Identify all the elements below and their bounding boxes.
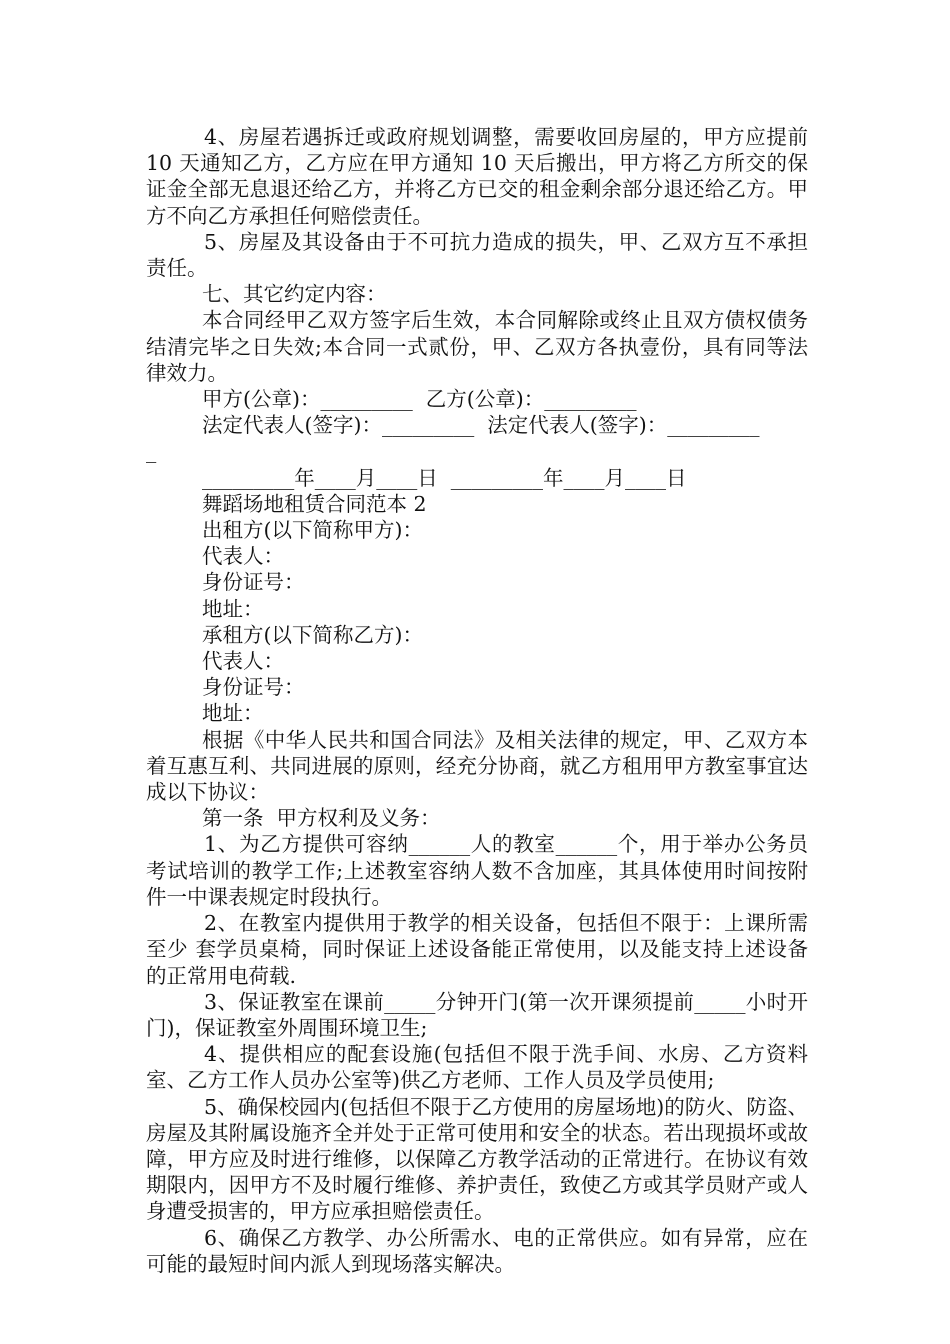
article-1-item-1: 1、为乙方提供可容纳______人的教室______个，用于举办公务员考试培训的教学工作;上述教室容纳人数不含加座，其具体使用时间按附件一中课表规定时段执行。 — [146, 832, 808, 909]
seal-signature-line: 甲方(公章)：_________ 乙方(公章)：_________ — [202, 387, 637, 412]
lessee-label: 承租方(以下简称乙方)： — [202, 622, 423, 647]
article-1-item-6: 6、确保乙方教学、办公所需水、电的正常供应。如有异常，应在可能的最短时间内派人到现场落实解决。 — [146, 1225, 808, 1276]
preamble: 根据《中华人民共和国合同法》及相关法律的规定，甲、乙双方本着互惠互利、共同进展的原则，经充分协商，就乙方租用甲方教室事宜达成以下协议： — [146, 727, 808, 805]
representative-signature-line: 法定代表人(签字)：_________ 法定代表人(签字)：_________ — [202, 413, 760, 438]
lessor-representative: 代表人： — [202, 544, 284, 569]
lessee-id-number: 身份证号： — [202, 675, 305, 700]
lessee-address: 地址： — [202, 701, 264, 726]
article-1-item-2: 2、在教室内提供用于教学的相关设备，包括但不限于：上课所需至少 套学员桌椅，同时保证上述设备能正常使用，以及能支持上述设备的正常用电荷载. — [146, 911, 808, 988]
article-1-item-5: 5、确保校园内(包括但不限于乙方使用的房屋场地)的防火、防盗、房屋及其附属设施齐全并处于正常可使用和安全的状态。若出现损坏或故障，甲方应及时进行维修，以保障乙方教学活动的正常进行。在协议有效期限内，因甲方不及时履行维修、养护责任，致使乙方或其学员财产或人身遭受损害的，甲方应承担赔偿责任。 — [146, 1094, 808, 1224]
lessor-address: 地址： — [202, 596, 264, 621]
lessor-id-number: 身份证号： — [202, 570, 305, 595]
contract-title: 舞蹈场地租赁合同范本 2 — [202, 491, 427, 516]
section-7-title: 七、其它约定内容： — [202, 282, 387, 307]
article-1-title: 第一条 甲方权利及义务： — [202, 806, 441, 831]
document-page — [146, 124, 815, 1277]
date-line: _________年____月____日 _________年____月____日 — [202, 465, 687, 490]
lessee-representative: 代表人： — [202, 649, 284, 674]
section-7-body: 本合同经甲乙双方签字后生效，本合同解除或终止且双方债权债务结清完毕之日失效;本合同一式贰份，甲、乙双方各执壹份，具有同等法律效力。 — [146, 308, 808, 385]
article-1-item-4: 4、提供相应的配套设施(包括但不限于洗手间、水房、乙方资料室、乙方工作人员办公室等)供乙方老师、工作人员及学员使用; — [146, 1042, 808, 1093]
clause-4-demolition: 4、房屋若遇拆迁或政府规划调整，需要收回房屋的，甲方应提前 10 天通知乙方，乙方应在甲方通知 10 天后搬出，甲方将乙方所交的保证金全部无息退还给乙方，并将乙方已交的租金剩余部分退还给乙方。甲方不向乙方承担任何赔偿责任。 — [146, 125, 815, 228]
clause-5-force-majeure: 5、房屋及其设备由于不可抗力造成的损失，甲、乙双方互不承担责任。 — [146, 229, 808, 281]
representative-line-overflow: _ — [146, 439, 157, 464]
article-1-item-3: 3、保证教室在课前_____分钟开门(第一次开课须提前_____小时开门)，保证教室外周围环境卫生; — [146, 989, 808, 1040]
lessor-label: 出租方(以下简称甲方)： — [202, 518, 423, 543]
